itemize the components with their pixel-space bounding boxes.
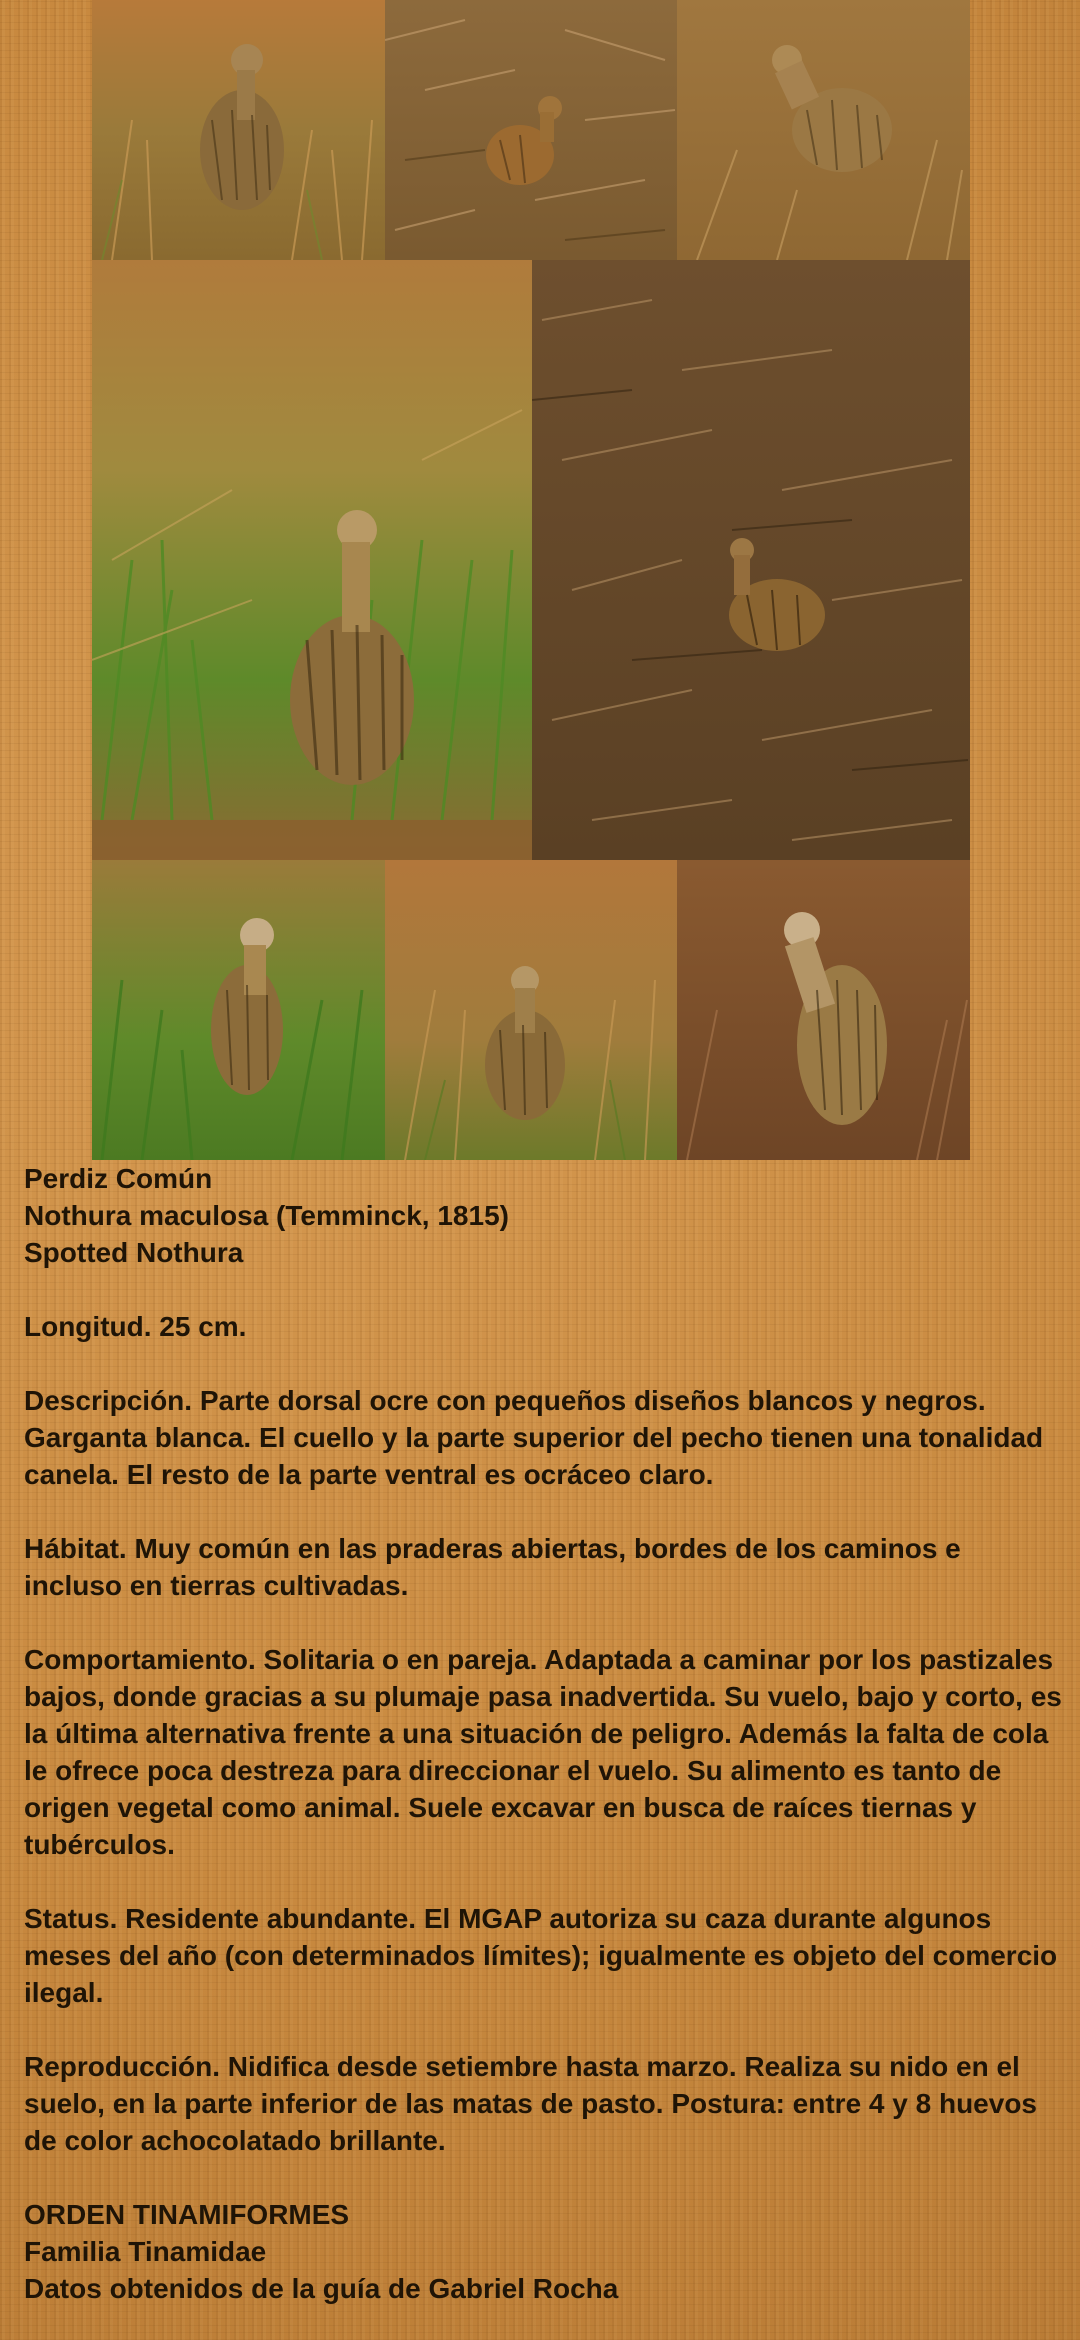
- taxonomy-footer: [24, 2196, 1064, 2307]
- bird-photo-icon: [92, 260, 532, 860]
- family-label: Familia Tinamidae: [24, 2236, 267, 2267]
- photo-bird-3: [677, 0, 970, 260]
- bird-photo-icon: [677, 0, 970, 260]
- photo-bird-6: [92, 860, 385, 1160]
- species-info: [24, 1160, 1064, 2307]
- bird-photo-icon: [677, 860, 970, 1160]
- photo-bird-2: [385, 0, 677, 260]
- bird-photo-icon: [92, 860, 385, 1160]
- status-section: Status. Residente abundante. El MGAP autoriza su caza durante algunos meses del año (con determinados límites); igualmente es objeto del comercio ilegal.: [24, 1903, 1058, 2008]
- bird-photo-icon: [385, 860, 677, 1160]
- description-section: Descripción. Parte dorsal ocre con pequeños diseños blancos y negros. Garganta blanca. El cuello y la parte superior del pecho tienen una tonalidad canela. El resto de la parte ventral es ocráceo claro.: [24, 1385, 1044, 1490]
- habitat-section: Hábitat. Muy común en las praderas abiertas, bordes de los caminos e incluso en tierras cultivadas.: [24, 1533, 961, 1601]
- order-label: ORDEN TINAMIFORMES: [24, 2199, 350, 2230]
- photo-bird-8: [677, 860, 970, 1160]
- source-label: Datos obtenidos de la guía de Gabriel Rocha: [24, 2273, 619, 2304]
- photo-bird-7: [385, 860, 677, 1160]
- species-header: [24, 1160, 1064, 1271]
- photo-bird-4: [92, 260, 532, 860]
- english-name: Spotted Nothura: [24, 1237, 244, 1268]
- common-name: Perdiz Común: [24, 1163, 213, 1194]
- bird-photo-icon: [92, 0, 385, 260]
- bird-photo-icon: [385, 0, 677, 260]
- reproduction-section: Reproducción. Nidifica desde setiembre hasta marzo. Realiza su nido en el suelo, en la parte inferior de las matas de pasto. Postura: entre 4 y 8 huevos de color achocolatado brillante.: [24, 2051, 1038, 2156]
- scientific-name: Nothura maculosa (Temminck, 1815): [24, 1200, 509, 1231]
- photo-collage: [92, 0, 970, 1160]
- bird-photo-icon: [532, 260, 970, 860]
- photo-bird-1: [92, 0, 385, 260]
- photo-bird-5: [532, 260, 970, 860]
- length-section: Longitud. 25 cm.: [24, 1311, 247, 1342]
- behavior-section: Comportamiento. Solitaria o en pareja. Adaptada a caminar por los pastizales bajos, donde gracias a su plumaje pasa inadvertida. Su vuelo, bajo y corto, es la última alternativa frente a una situación de peligro. Además la falta de cola le ofrece poca destreza para direccionar el vuelo. Su alimento es tanto de origen vegetal como animal. Suele excavar en busca de raíces tiernas y tubérculos.: [24, 1644, 1062, 1860]
